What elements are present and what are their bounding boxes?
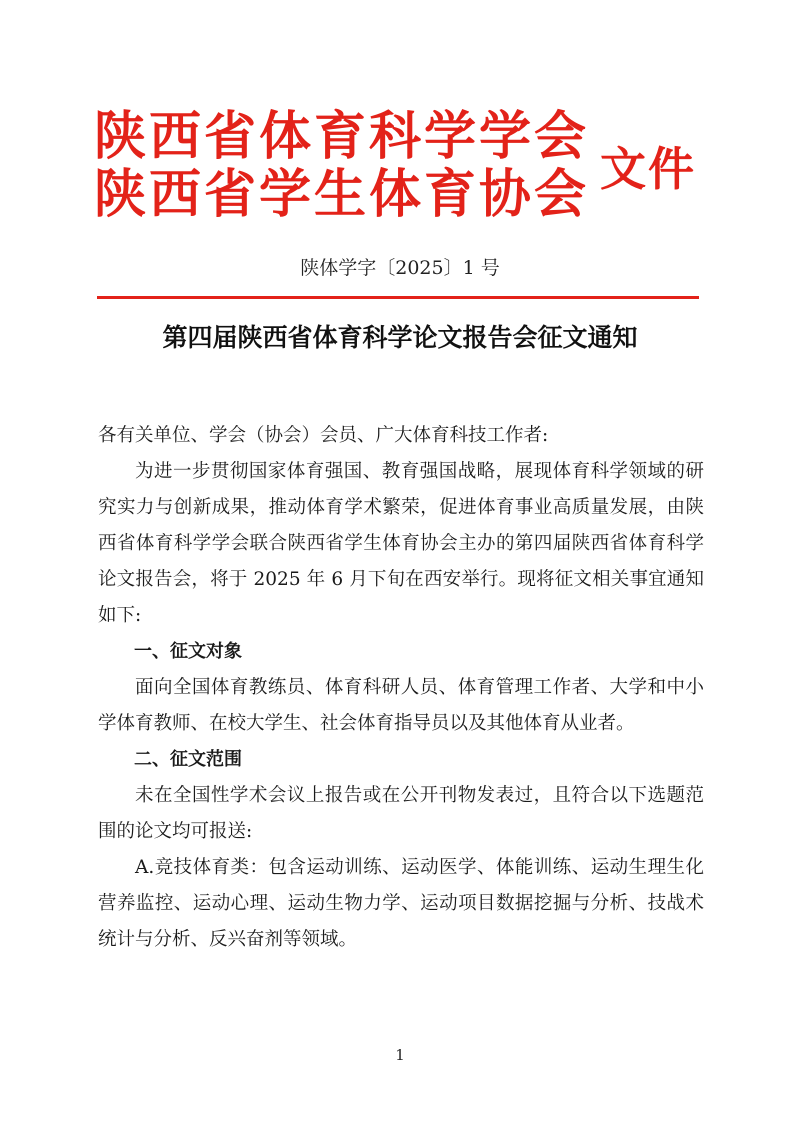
section-heading-2: 二、征文范围 (134, 749, 242, 770)
document-body (98, 418, 704, 958)
page-number: 1 (395, 1046, 405, 1064)
section-1-text: 面向全国体育教练员、体育科研人员、体育管理工作者、大学和中小学体育教师、在校大学生、社会体育指导员以及其他体育从业者。 (98, 677, 704, 734)
salutation: 各有关单位、学会（协会）会员、广大体育科技工作者: (98, 425, 549, 446)
header-divider (97, 296, 699, 299)
org-name-line-2: 陕西省学生体育协会 (94, 164, 590, 225)
document-header (94, 108, 714, 226)
document-number: 陕体学字〔2025〕1 号 (300, 257, 500, 279)
section-heading-1: 一、征文对象 (134, 641, 242, 662)
notice-title: 第四届陕西省体育科学论文报告会征文通知 (162, 323, 638, 352)
section-2-item-a: A.竞技体育类：包含运动训练、运动医学、体能训练、运动生理生化营养监控、运动心理、运动生物力学、运动项目数据挖掘与分析、技战术统计与分析、反兴奋剂等领域。 (98, 857, 704, 950)
doc-type-label: 文件 (600, 142, 696, 196)
intro-paragraph: 为进一步贯彻国家体育强国、教育强国战略，展现体育科学领域的研究实力与创新成果，推动体育学术繁荣，促进体育事业高质量发展，由陕西省体育科学学会联合陕西省学生体育协会主办的第四届陕西省体育科学论文报告会，将于 2025 年 6 月下旬在西安举行。现将征文相关事宜通知如下: (98, 461, 704, 626)
section-2-text: 未在全国性学术会议上报告或在公开刊物发表过，且符合以下选题范围的论文均可报送: (98, 785, 704, 842)
org-name-line-1: 陕西省体育科学学会 (94, 106, 590, 167)
